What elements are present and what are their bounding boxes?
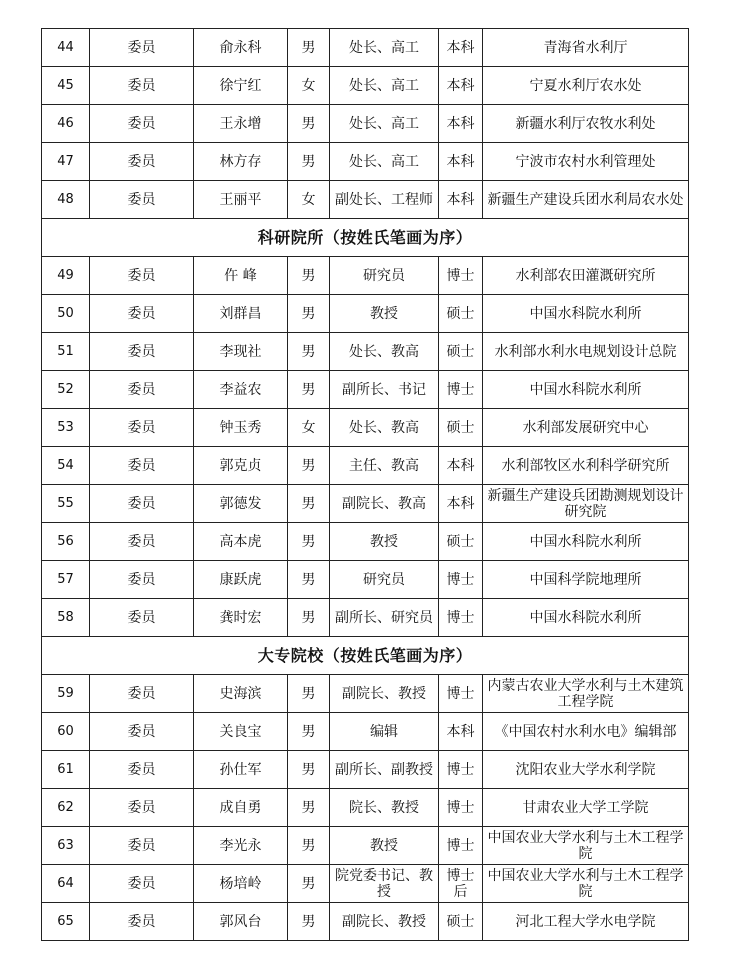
member-number: 48 <box>42 181 90 219</box>
table-row <box>42 599 689 637</box>
member-gender: 女 <box>288 181 330 219</box>
member-gender: 男 <box>288 561 330 599</box>
member-name: 李光永 <box>194 827 288 865</box>
member-role: 委员 <box>90 751 194 789</box>
member-name: 杨培岭 <box>194 865 288 903</box>
member-title: 副院长、教高 <box>330 485 439 523</box>
member-number: 51 <box>42 333 90 371</box>
member-name: 徐宁红 <box>194 67 288 105</box>
member-education: 本科 <box>439 143 483 181</box>
member-role: 委员 <box>90 789 194 827</box>
member-gender: 男 <box>288 333 330 371</box>
member-title: 处长、教高 <box>330 409 439 447</box>
section-heading: 大专院校（按姓氏笔画为序） <box>42 637 689 675</box>
member-number: 47 <box>42 143 90 181</box>
table-row <box>42 903 689 941</box>
member-gender: 男 <box>288 447 330 485</box>
member-title: 研究员 <box>330 561 439 599</box>
member-role: 委员 <box>90 713 194 751</box>
member-education: 博士 <box>439 789 483 827</box>
table-row <box>42 523 689 561</box>
member-education: 硕士 <box>439 903 483 941</box>
member-name: 林方存 <box>194 143 288 181</box>
table-row <box>42 67 689 105</box>
member-name: 成自勇 <box>194 789 288 827</box>
member-title: 教授 <box>330 523 439 561</box>
member-gender: 女 <box>288 67 330 105</box>
member-role: 委员 <box>90 371 194 409</box>
member-number: 53 <box>42 409 90 447</box>
member-institution: 中国水科院水利所 <box>483 599 689 637</box>
member-role: 委员 <box>90 447 194 485</box>
member-name: 李益农 <box>194 371 288 409</box>
member-education: 博士后 <box>439 865 483 903</box>
member-role: 委员 <box>90 561 194 599</box>
member-name: 仵 峰 <box>194 257 288 295</box>
table-row <box>42 751 689 789</box>
member-education: 本科 <box>439 181 483 219</box>
table-row <box>42 865 689 903</box>
member-institution: 水利部发展研究中心 <box>483 409 689 447</box>
member-title: 教授 <box>330 295 439 333</box>
member-number: 44 <box>42 29 90 67</box>
member-role: 委员 <box>90 29 194 67</box>
member-title: 处长、高工 <box>330 143 439 181</box>
member-name: 关良宝 <box>194 713 288 751</box>
member-number: 49 <box>42 257 90 295</box>
member-name: 刘群昌 <box>194 295 288 333</box>
member-name: 高本虎 <box>194 523 288 561</box>
section-heading-row <box>42 637 689 675</box>
member-institution: 中国水科院水利所 <box>483 371 689 409</box>
member-name: 康跃虎 <box>194 561 288 599</box>
member-number: 60 <box>42 713 90 751</box>
table-row <box>42 447 689 485</box>
member-title: 处长、高工 <box>330 105 439 143</box>
member-gender: 女 <box>288 409 330 447</box>
member-name: 郭德发 <box>194 485 288 523</box>
member-education: 博士 <box>439 561 483 599</box>
member-number: 55 <box>42 485 90 523</box>
member-role: 委员 <box>90 143 194 181</box>
member-name: 钟玉秀 <box>194 409 288 447</box>
member-institution: 宁波市农村水利管理处 <box>483 143 689 181</box>
member-title: 处长、高工 <box>330 67 439 105</box>
member-number: 65 <box>42 903 90 941</box>
table-row <box>42 789 689 827</box>
member-education: 硕士 <box>439 333 483 371</box>
member-education: 本科 <box>439 447 483 485</box>
member-institution: 新疆水利厅农牧水利处 <box>483 105 689 143</box>
member-institution: 中国农业大学水利与土木工程学院 <box>483 827 689 865</box>
member-title: 处长、高工 <box>330 29 439 67</box>
member-number: 59 <box>42 675 90 713</box>
member-gender: 男 <box>288 295 330 333</box>
member-education: 硕士 <box>439 409 483 447</box>
member-gender: 男 <box>288 105 330 143</box>
member-name: 郭克贞 <box>194 447 288 485</box>
table-row <box>42 485 689 523</box>
table-row <box>42 295 689 333</box>
member-title: 研究员 <box>330 257 439 295</box>
member-education: 博士 <box>439 827 483 865</box>
member-name: 王永增 <box>194 105 288 143</box>
member-gender: 男 <box>288 257 330 295</box>
member-title: 副院长、教授 <box>330 675 439 713</box>
member-institution: 甘肃农业大学工学院 <box>483 789 689 827</box>
member-role: 委员 <box>90 485 194 523</box>
member-name: 龚时宏 <box>194 599 288 637</box>
table-row <box>42 713 689 751</box>
member-gender: 男 <box>288 903 330 941</box>
member-institution: 青海省水利厅 <box>483 29 689 67</box>
member-title: 副所长、副教授 <box>330 751 439 789</box>
member-education: 博士 <box>439 751 483 789</box>
member-education: 本科 <box>439 485 483 523</box>
member-number: 61 <box>42 751 90 789</box>
member-number: 58 <box>42 599 90 637</box>
member-education: 硕士 <box>439 523 483 561</box>
member-role: 委员 <box>90 675 194 713</box>
member-title: 教授 <box>330 827 439 865</box>
member-gender: 男 <box>288 143 330 181</box>
member-gender: 男 <box>288 523 330 561</box>
table-row <box>42 333 689 371</box>
table-row <box>42 257 689 295</box>
member-number: 62 <box>42 789 90 827</box>
member-role: 委员 <box>90 181 194 219</box>
member-name: 孙仕军 <box>194 751 288 789</box>
member-role: 委员 <box>90 105 194 143</box>
member-role: 委员 <box>90 67 194 105</box>
table-row <box>42 409 689 447</box>
member-institution: 内蒙古农业大学水利与土木建筑工程学院 <box>483 675 689 713</box>
member-role: 委员 <box>90 333 194 371</box>
member-education: 本科 <box>439 67 483 105</box>
member-gender: 男 <box>288 713 330 751</box>
member-role: 委员 <box>90 903 194 941</box>
member-institution: 《中国农村水利水电》编辑部 <box>483 713 689 751</box>
member-title: 副所长、书记 <box>330 371 439 409</box>
member-table <box>41 28 689 941</box>
member-gender: 男 <box>288 675 330 713</box>
member-title: 处长、教高 <box>330 333 439 371</box>
member-role: 委员 <box>90 865 194 903</box>
member-number: 45 <box>42 67 90 105</box>
member-gender: 男 <box>288 827 330 865</box>
member-title: 院党委书记、教授 <box>330 865 439 903</box>
member-gender: 男 <box>288 865 330 903</box>
member-role: 委员 <box>90 599 194 637</box>
member-education: 博士 <box>439 371 483 409</box>
table-row <box>42 143 689 181</box>
member-gender: 男 <box>288 371 330 409</box>
member-number: 50 <box>42 295 90 333</box>
member-education: 博士 <box>439 257 483 295</box>
table-row <box>42 371 689 409</box>
member-institution: 中国农业大学水利与土木工程学院 <box>483 865 689 903</box>
member-number: 64 <box>42 865 90 903</box>
member-title: 院长、教授 <box>330 789 439 827</box>
member-name: 李现社 <box>194 333 288 371</box>
member-institution: 新疆生产建设兵团勘测规划设计研究院 <box>483 485 689 523</box>
table-row <box>42 29 689 67</box>
member-number: 52 <box>42 371 90 409</box>
section-heading-row <box>42 219 689 257</box>
member-role: 委员 <box>90 827 194 865</box>
member-education: 博士 <box>439 599 483 637</box>
member-gender: 男 <box>288 485 330 523</box>
member-title: 副处长、工程师 <box>330 181 439 219</box>
member-number: 63 <box>42 827 90 865</box>
member-role: 委员 <box>90 295 194 333</box>
member-gender: 男 <box>288 789 330 827</box>
table-body <box>42 29 689 941</box>
member-number: 46 <box>42 105 90 143</box>
member-number: 54 <box>42 447 90 485</box>
member-role: 委员 <box>90 409 194 447</box>
table-row <box>42 105 689 143</box>
member-name: 史海滨 <box>194 675 288 713</box>
member-institution: 新疆生产建设兵团水利局农水处 <box>483 181 689 219</box>
member-number: 57 <box>42 561 90 599</box>
member-institution: 水利部农田灌溉研究所 <box>483 257 689 295</box>
member-gender: 男 <box>288 599 330 637</box>
member-gender: 男 <box>288 29 330 67</box>
member-institution: 水利部水利水电规划设计总院 <box>483 333 689 371</box>
member-institution: 宁夏水利厅农水处 <box>483 67 689 105</box>
member-education: 本科 <box>439 713 483 751</box>
member-title: 主任、教高 <box>330 447 439 485</box>
table-row <box>42 181 689 219</box>
member-title: 副院长、教授 <box>330 903 439 941</box>
member-education: 硕士 <box>439 295 483 333</box>
member-gender: 男 <box>288 751 330 789</box>
member-role: 委员 <box>90 523 194 561</box>
member-institution: 河北工程大学水电学院 <box>483 903 689 941</box>
table-row <box>42 827 689 865</box>
member-role: 委员 <box>90 257 194 295</box>
member-name: 王丽平 <box>194 181 288 219</box>
member-institution: 水利部牧区水利科学研究所 <box>483 447 689 485</box>
section-heading: 科研院所（按姓氏笔画为序） <box>42 219 689 257</box>
table-row <box>42 675 689 713</box>
member-education: 本科 <box>439 105 483 143</box>
member-institution: 中国水科院水利所 <box>483 523 689 561</box>
member-title: 编辑 <box>330 713 439 751</box>
member-institution: 沈阳农业大学水利学院 <box>483 751 689 789</box>
member-institution: 中国科学院地理所 <box>483 561 689 599</box>
member-title: 副所长、研究员 <box>330 599 439 637</box>
member-institution: 中国水科院水利所 <box>483 295 689 333</box>
member-name: 郭风台 <box>194 903 288 941</box>
member-name: 俞永科 <box>194 29 288 67</box>
member-education: 本科 <box>439 29 483 67</box>
member-education: 博士 <box>439 675 483 713</box>
table-row <box>42 561 689 599</box>
member-number: 56 <box>42 523 90 561</box>
